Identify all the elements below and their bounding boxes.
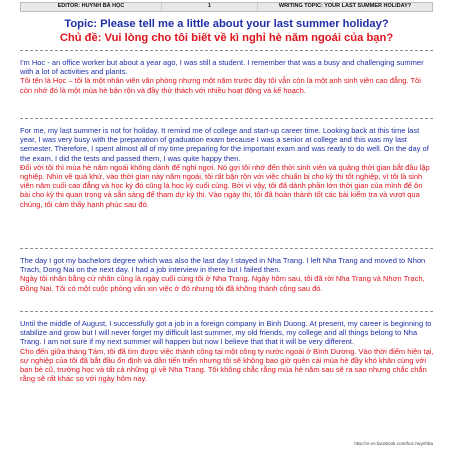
paragraph-2-vietnamese: Đối với tôi thì mùa hè năm ngoái không dành để nghỉ ngơi. Nó gợi tôi nhớ đến thời sinh viên và quãng thời gian bắt đầu lập nghiệp. Nhìn về quá khứ, vào thời gian này năm ngoái, tôi rất bận rộn với việc chuẩn bị cho kỳ thi tốt nghiệp, vì tôi là sinh viên năm cuối cao đẳng và học kỳ đó cũng là học kỳ cuối cùng. Bởi vì vậy, tôi đã dành phần lớn thời gian của mình để ôn bài cho kỳ thi quan trọng và sẵn sàng để tham dự kỳ thi. Vào ngày thi, tôi đã hoàn thành tốt các bài kiểm tra và vượt qua chúng, tôi cảm thấy hạnh phúc sau đó. (20, 162, 430, 209)
footer-link[interactable]: http://vi-vn.facebook.com/hoc.huynhba (354, 441, 433, 446)
paragraph-4 (20, 319, 434, 383)
header-page-number: 1 (162, 3, 258, 11)
paragraph-1-vietnamese: Tôi tên là Học – tôi là một nhân viên văn phòng nhưng một năm trước đây tôi vẫn còn là một anh sinh viên cao đẳng. Tôi còn nhớ đó là một mùa hè bận rộn và đầy thử thách với nhiều hoạt động và kế hoạch. (20, 76, 421, 95)
title-vietnamese: Chủ đề: Vui lòng cho tôi biết về kì nghỉ hè năm ngoái của bạn? (59, 32, 394, 44)
title-english: Topic: Please tell me a little about your last summer holiday? (64, 18, 389, 30)
divider (20, 118, 433, 119)
divider (20, 50, 433, 51)
paragraph-2 (20, 126, 434, 209)
divider (20, 311, 433, 312)
header-topic: WRITING TOPIC: YOUR LAST SUMMER HOLIDAY? (278, 3, 412, 10)
paragraph-3-vietnamese: Ngày tôi nhận bằng cử nhân cũng là ngày cuối cùng tôi ở Nha Trang. Ngày hôm sau, tôi đã rời Nha Trang và Nhơn Trạch, Đồng Nai. Tôi có một cuộc phỏng vấn xin việc ở đó nhưng tôi đã không thành công sau đó. (20, 274, 425, 293)
paragraph-4-vietnamese: Cho đến giữa tháng Tám, tôi đã tìm được việc thành công tại một công ty nước ngoài ở Bình Dương. Vào thời điểm hiện tại, sự nghiệp của tôi đã bắt đầu ổn định và dần tiến triển nhưng tôi sẽ không bao giờ quên cái mùa hè đầy khó khăn cùng với bạn bè cũ, trường học và tất cả những gì về Nha Trang. Tôi không chắc rằng mùa hè năm sau sẽ ra sao nhưng chắc chắn rằng sẽ rất khác so với ngày hôm nay. (20, 346, 434, 384)
page-header (20, 2, 433, 12)
paragraph-2-english: For me, my last summer is not for holiday. It remind me of college and start-up career time. Looking back at this time last year, I was very busy with the preparation of graduation exam because I was a senior at college and this was my last semester. Therefore, I spent almost all of my time preparing for the important exam and was ready to do well. On the day of the exam, I did the tests and passed them, I was quite happy then. (20, 126, 429, 163)
paragraph-4-english: Until the middle of August, I successfully got a job in a foreign company in Binh Duong. At present, my career is beginning to stabilize and grow but I will never forget my difficult last summer, my old friends, my college and all things belong to Nha Trang. I am not sure if my next summer will happen but now I believe that that it will be very different. (20, 319, 432, 347)
paragraph-3 (20, 256, 434, 293)
divider (20, 248, 433, 249)
paragraph-1-english: I'm Hoc - an office worker but about a year ago, I was still a student. I remember that was a busy and challenging summer with a lot of activities and plants. (20, 58, 424, 77)
header-editor: EDITOR: HUỲNH BÁ HỌC (21, 3, 162, 11)
paragraph-3-english: The day I got my bachelors degree which was also the last day I stayed in Nha Trang. I left Nha Trang and moved to Nhon Trach, Dong Nai on the next day. I had a job interview in there but I failed then. (20, 256, 426, 275)
paragraph-1 (20, 58, 434, 95)
